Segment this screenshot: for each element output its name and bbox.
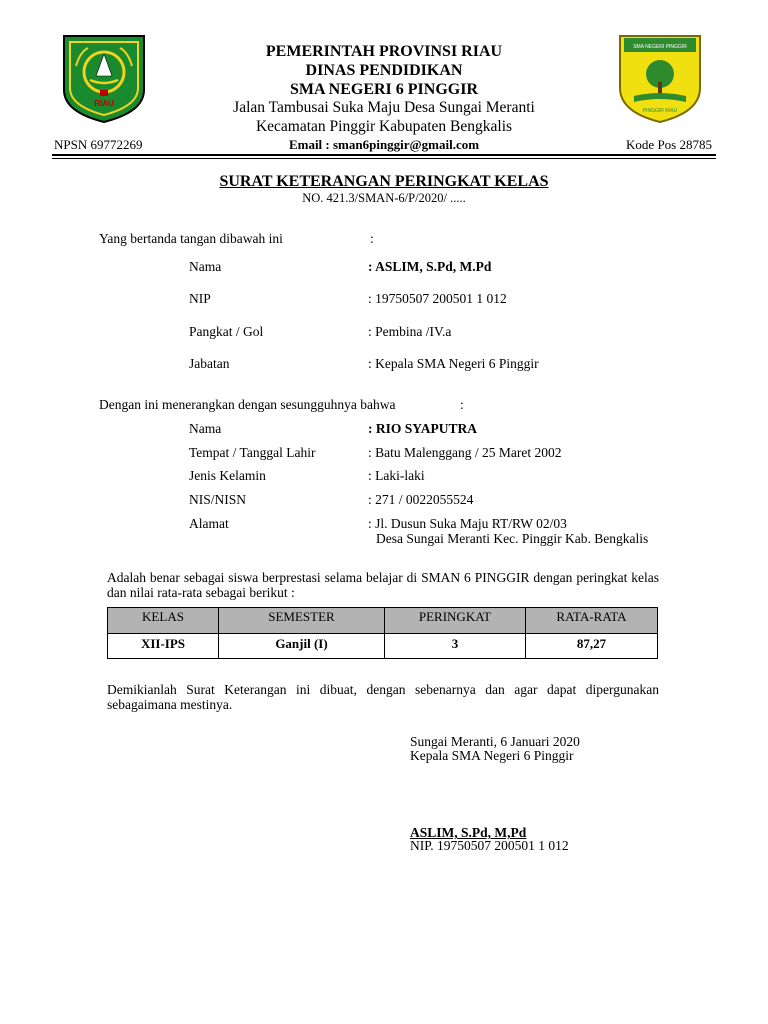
signer-rank-value: : Pembina /IV.a (368, 324, 452, 339)
student-nis-label: NIS/NISN (189, 492, 247, 507)
letter-number: NO. 421.3/SMAN-6/P/2020/ ..... (302, 191, 466, 205)
signature-name: ASLIM, S.Pd, M,Pd (410, 825, 527, 840)
student-address-value: : Jl. Dusun Suka Maju RT/RW 02/03 (368, 516, 567, 531)
header-postal-code: Kode Pos 28785 (626, 137, 712, 152)
signer-rank-label: Pangkat / Gol (189, 324, 264, 339)
signer-intro: Yang bertanda tangan dibawah ini (99, 231, 283, 246)
table-cell-class: XII-IPS (108, 634, 219, 659)
table-header-row (108, 608, 658, 634)
student-birth-label: Tempat / Tanggal Lahir (189, 445, 316, 460)
table-row (108, 634, 658, 659)
student-name-value: : RIO SYAPUTRA (368, 421, 478, 436)
student-gender-value: : Laki-laki (368, 468, 425, 483)
table-cell-rank: 3 (385, 634, 526, 659)
student-intro-colon: : (460, 397, 464, 412)
student-gender-label: Jenis Kelamin (189, 468, 266, 483)
header-department: DINAS PENDIDIKAN (305, 62, 463, 79)
student-name-label: Nama (189, 421, 222, 436)
student-nis-value: : 271 / 0022055524 (368, 492, 474, 507)
signature-place-date: Sungai Meranti, 6 Januari 2020 (410, 734, 580, 749)
signature-nip: NIP. 19750507 200501 1 012 (410, 838, 569, 853)
header-address-district: Kecamatan Pinggir Kabupaten Bengkalis (255, 118, 513, 135)
signer-nip-value: : 19750507 200501 1 012 (368, 291, 507, 306)
header-divider-thin (52, 158, 716, 159)
student-address-line2: Desa Sungai Meranti Kec. Pinggir Kab. Bengkalis (376, 531, 649, 546)
table-header-class: KELAS (108, 608, 219, 634)
signer-name-label: Nama (189, 259, 222, 274)
signature-position: Kepala SMA Negeri 6 Pinggir (410, 748, 574, 763)
signer-position-label: Jabatan (189, 356, 230, 371)
signer-intro-colon: : (370, 231, 374, 246)
header-npsn: NPSN 69772269 (54, 137, 143, 152)
letter-title: SURAT KETERANGAN PERINGKAT KELAS (219, 173, 549, 190)
ranking-table (107, 607, 658, 659)
logo-right-bottom-label: PINGGIR RIAU (642, 108, 678, 114)
signer-name-value: : ASLIM, S.Pd, M.Pd (368, 259, 492, 274)
table-cell-semester: Ganjil (I) (219, 634, 385, 659)
student-birth-value: : Batu Malenggang / 25 Maret 2002 (368, 445, 562, 460)
logo-right-top-label: SMA NEGERI PINGGIR (633, 44, 687, 50)
header-email: Email : sman6pinggir@gmail.com (288, 137, 480, 152)
student-address-label: Alamat (189, 516, 229, 531)
header-address-street: Jalan Tambusai Suka Maju Desa Sungai Meranti (233, 99, 535, 116)
signer-position-value: : Kepala SMA Negeri 6 Pinggir (368, 356, 539, 371)
table-header-average: RATA-RATA (526, 608, 658, 634)
student-intro: Dengan ini menerangkan dengan sesungguhnya bahwa (99, 397, 396, 412)
header-school-name: SMA NEGERI 6 PINGGIR (289, 81, 479, 98)
logo-left-label: RIAU (94, 99, 114, 108)
table-cell-average: 87,27 (526, 634, 658, 659)
closing-paragraph: Demikianlah Surat Keterangan ini dibuat, dengan sebenarnya dan agar dapat dipergunakan sebagaimana mestinya. (107, 682, 659, 712)
statement-paragraph: Adalah benar sebagai siswa berprestasi selama belajar di SMAN 6 PINGGIR dengan peringkat kelas dan nilai rata-rata sebagai berikut : (107, 570, 659, 600)
header-government: PEMERINTAH PROVINSI RIAU (265, 43, 503, 60)
header-divider-thick (52, 154, 716, 156)
table-header-semester: SEMESTER (219, 608, 385, 634)
signer-nip-label: NIP (189, 291, 211, 306)
table-header-rank: PERINGKAT (385, 608, 526, 634)
